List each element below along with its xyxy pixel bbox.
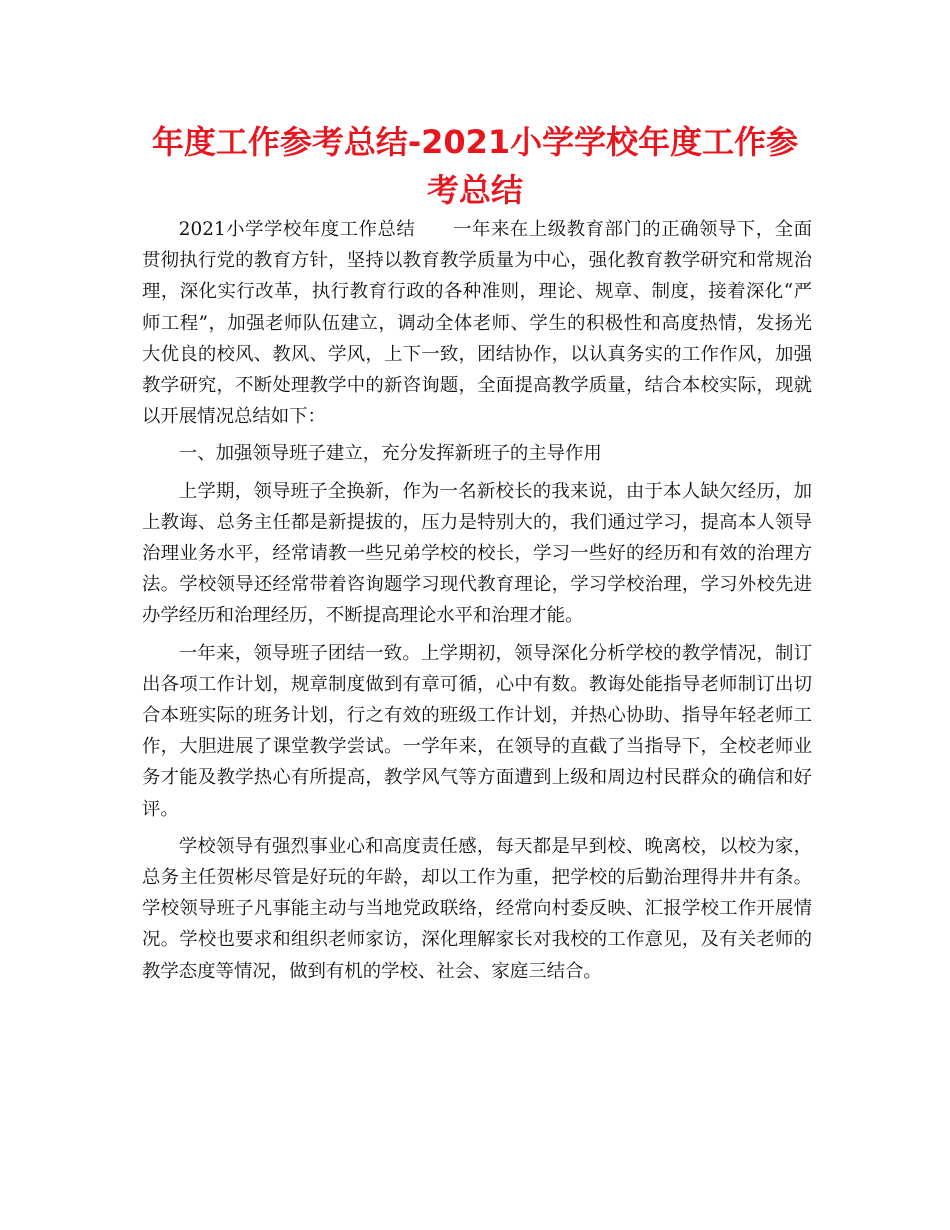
document-body <box>142 214 812 987</box>
paragraph: 学校领导有强烈事业心和高度责任感，每天都是早到校、晚离校，以校为家，总务主任贺彬尽管是好玩的年龄，却以工作为重，把学校的后勤治理得井井有条。学校领导班子凡事能主动与当地党政联络，经常向村委反映、汇报学校工作开展情况。学校也要求和组织老师家访，深化理解家长对我校的工作意见，及有关老师的教学态度等情况，做到有机的学校、社会、家庭三结合。 <box>142 835 812 982</box>
paragraph: 一年来，领导班子团结一致。上学期初，领导深化分析学校的教学情况，制订出各项工作计划，规章制度做到有章可循，心中有数。教诲处能指导老师制订出切合本班实际的班务计划，行之有效的班级工作计划，并热心协助、指导年轻老师工作，大胆进展了课堂教学尝试。一学年来，在领导的直截了当指导下，全校老师业务才能及教学热心有所提高，教学风气等方面遭到上级和周边村民群众的确信和好评。 <box>142 642 812 820</box>
paragraph-intro: 2021小学学校年度工作总结 一年来在上级教育部门的正确领导下，全面贯彻执行党的教育方针，坚持以教育教学质量为中心，强化教育教学研究和常规治理，深化实行改革，执行教育行政的各种准则，理论、规章、制度，接着深化“严师工程”，加强老师队伍建立，调动全体老师、学生的积极性和高度热情，发扬光大优良的校风、教风、学风，上下一致，团结协作，以认真务实的工作作风，加强教学研究，不断处理教学中的新咨询题，全面提高教学质量，结合本校实际，现就以开展情况总结如下： <box>142 219 812 428</box>
section-heading: 一、加强领导班子建立，充分发挥新班子的主导作用 <box>178 443 602 465</box>
document-title: 年度工作参考总结-2021小学学校年度工作参考总结 <box>151 123 799 209</box>
paragraph: 上学期，领导班子全换新，作为一名新校长的我来说，由于本人缺欠经历，加上教诲、总务主任都是新提拔的，压力是特别大的，我们通过学习，提高本人领导治理业务水平，经常请教一些兄弟学校的校长，学习一些好的经历和有效的治理方法。学校领导还经常带着咨询题学习现代教育理论，学习学校治理，学习外校先进办学经历和治理经历，不断提高理论水平和治理才能。 <box>142 480 812 627</box>
